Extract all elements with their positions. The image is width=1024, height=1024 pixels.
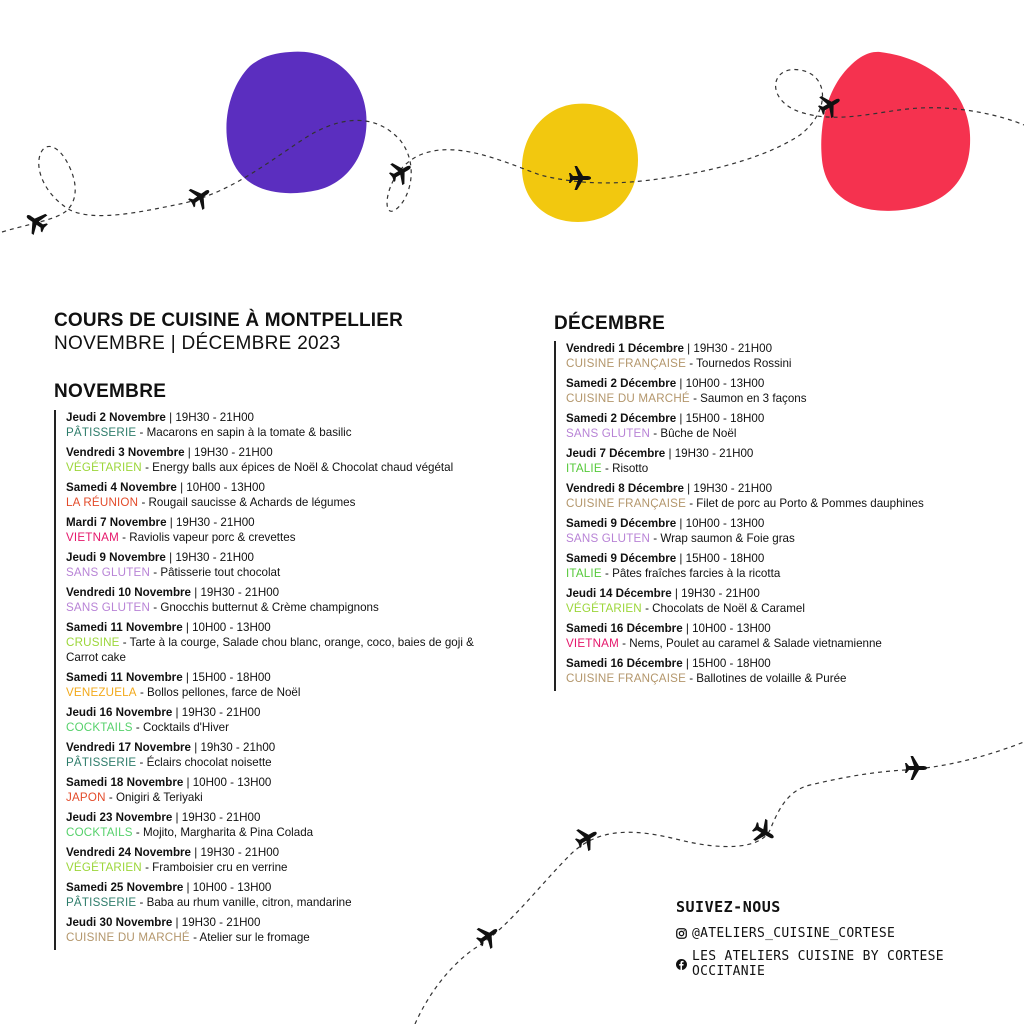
event-description: - Energy balls aux épices de Noël & Chocolat chaud végétal <box>141 461 454 474</box>
event-datetime <box>566 481 966 496</box>
event-details <box>66 460 476 475</box>
facebook-icon <box>676 959 687 970</box>
event-date: Jeudi 9 Novembre <box>66 551 166 564</box>
event-date: Samedi 16 Décembre <box>566 657 683 670</box>
red-blob <box>821 52 970 211</box>
event-time: | 19H30 - 21H00 <box>191 846 280 859</box>
event-date: Jeudi 7 Décembre <box>566 447 666 460</box>
event-details <box>66 635 476 665</box>
event-description: - Framboisier cru en verrine <box>141 861 288 874</box>
event-description: - Risotto <box>601 462 649 475</box>
event-item <box>566 341 966 371</box>
instagram-icon <box>676 928 687 939</box>
event-item <box>66 740 476 770</box>
event-time: | 19H30 - 21H00 <box>172 811 261 824</box>
event-date: Jeudi 14 Décembre <box>566 587 672 600</box>
event-description: - Ballotines de volaille & Purée <box>686 672 847 685</box>
event-item <box>66 550 476 580</box>
event-description: - Atelier sur le fromage <box>189 931 310 944</box>
event-date: Vendredi 10 Novembre <box>66 586 192 599</box>
event-date: Samedi 4 Novembre <box>66 481 177 494</box>
event-category: ITALIE <box>566 462 602 475</box>
event-date: Samedi 11 Novembre <box>66 621 183 634</box>
event-date: Samedi 11 Novembre <box>66 671 183 684</box>
event-time: | 19H30 - 21H00 <box>683 482 773 495</box>
event-details <box>66 685 476 700</box>
event-time: | 10H00 - 13H00 <box>182 621 271 634</box>
event-category: CUISINE FRANÇAISE <box>566 672 686 685</box>
event-item <box>66 445 476 475</box>
event-item <box>566 481 966 511</box>
event-description: - Cocktails d'Hiver <box>132 721 229 734</box>
event-item <box>566 586 966 616</box>
event-item <box>566 656 966 686</box>
airplane-icon <box>20 206 52 238</box>
event-item <box>66 515 476 545</box>
event-time: | 15H00 - 18H00 <box>676 412 765 425</box>
event-description: - Mojito, Margharita & Pina Colada <box>132 826 314 839</box>
event-description: - Bollos pellones, farce de Noël <box>136 686 301 699</box>
event-details <box>566 671 966 686</box>
airplane-icon <box>184 181 216 213</box>
event-details <box>66 825 476 840</box>
event-time: | 19H30 - 21H00 <box>172 916 261 929</box>
event-details <box>566 461 966 476</box>
event-category: VÉGÉTARIEN <box>566 602 642 615</box>
event-details <box>566 636 966 651</box>
event-description: - Pâtisserie tout chocolat <box>150 566 281 579</box>
event-description: - Pâtes fraîches farcies à la ricotta <box>601 567 781 580</box>
event-datetime <box>566 516 966 531</box>
event-item <box>66 915 476 945</box>
event-details <box>566 531 966 546</box>
event-category: PÂTISSERIE <box>66 896 137 909</box>
event-details <box>66 790 476 805</box>
event-item <box>66 775 476 805</box>
november-event-list <box>54 410 476 950</box>
event-time: | 19h30 - 21h00 <box>191 741 276 754</box>
event-description: - Bûche de Noël <box>650 427 737 440</box>
event-category: COCKTAILS <box>66 721 133 734</box>
event-details <box>66 530 476 545</box>
event-date: Samedi 16 Décembre <box>566 622 683 635</box>
page-header <box>54 310 403 356</box>
event-date: Samedi 25 Novembre <box>66 881 184 894</box>
event-category: VÉGÉTARIEN <box>66 861 142 874</box>
event-description: - Rougail saucisse & Achards de légumes <box>138 496 356 509</box>
november-heading: NOVEMBRE <box>54 381 167 402</box>
event-time: | 10H00 - 13H00 <box>676 517 765 530</box>
event-datetime <box>566 341 966 356</box>
event-item <box>66 410 476 440</box>
event-details <box>566 601 966 616</box>
instagram-link[interactable] <box>676 926 1024 941</box>
event-details <box>566 391 966 406</box>
event-category: CRUSINE <box>66 636 120 649</box>
event-datetime <box>566 621 966 636</box>
purple-blob <box>226 52 366 194</box>
event-category: VENEZUELA <box>66 686 137 699</box>
event-category: CUISINE DU MARCHÉ <box>66 931 190 944</box>
event-date: Samedi 2 Décembre <box>566 412 677 425</box>
event-description: - Saumon en 3 façons <box>689 392 807 405</box>
event-time: | 10H00 - 13H00 <box>676 377 765 390</box>
event-date: Jeudi 16 Novembre <box>66 706 173 719</box>
event-time: | 19H30 - 21H00 <box>671 587 760 600</box>
event-datetime <box>566 411 966 426</box>
event-item <box>566 621 966 651</box>
event-item <box>66 620 476 665</box>
follow-us-title: SUIVEZ-NOUS <box>676 898 781 916</box>
event-details <box>66 930 476 945</box>
event-time: | 19H30 - 21H00 <box>165 411 254 424</box>
event-description: - Macarons en sapin à la tomate & basilic <box>136 426 352 439</box>
event-datetime <box>66 620 476 635</box>
event-time: | 10H00 - 13H00 <box>682 622 771 635</box>
event-details <box>66 755 476 770</box>
facebook-page: LES ATELIERS CUISINE BY CORTESE OCCITANIE <box>691 949 944 979</box>
event-datetime <box>66 845 476 860</box>
event-date: Vendredi 8 Décembre <box>566 482 684 495</box>
event-description: - Onigiri & Teriyaki <box>105 791 203 804</box>
event-category: ITALIE <box>566 567 602 580</box>
event-item <box>66 705 476 735</box>
event-datetime <box>66 515 476 530</box>
event-description: - Tarte à la courge, Salade chou blanc, orange, coco, baies de goji & Carrot cake <box>66 636 474 664</box>
event-datetime <box>66 585 476 600</box>
event-description: - Baba au rhum vanille, citron, mandarine <box>136 896 352 909</box>
event-time: | 19H30 - 21H00 <box>166 516 255 529</box>
event-time: | 19H30 - 21H00 <box>172 706 261 719</box>
airplane-icon <box>385 156 416 188</box>
event-datetime <box>66 480 476 495</box>
event-time: | 19H30 - 21H00 <box>665 447 754 460</box>
event-item <box>566 516 966 546</box>
airplane-icon <box>748 816 779 848</box>
event-datetime <box>66 775 476 790</box>
event-item <box>566 551 966 581</box>
event-item <box>66 670 476 700</box>
event-description: - Filet de porc au Porto & Pommes dauphines <box>686 497 924 510</box>
event-item <box>66 880 476 910</box>
event-date: Mardi 7 Novembre <box>66 516 167 529</box>
event-datetime <box>66 915 476 930</box>
event-details <box>66 495 476 510</box>
event-date: Vendredi 17 Novembre <box>66 741 192 754</box>
event-date: Jeudi 2 Novembre <box>66 411 166 424</box>
event-description: - Nems, Poulet au caramel & Salade vietnamienne <box>618 637 882 650</box>
event-category: CUISINE DU MARCHÉ <box>566 392 690 405</box>
event-category: SANS GLUTEN <box>66 566 151 579</box>
event-category: VÉGÉTARIEN <box>66 461 142 474</box>
event-datetime <box>66 445 476 460</box>
december-heading: DÉCEMBRE <box>554 313 666 334</box>
event-item <box>566 411 966 441</box>
event-date: Vendredi 24 Novembre <box>66 846 192 859</box>
event-category: VIETNAM <box>566 637 619 650</box>
yellow-blob <box>522 104 638 222</box>
december-event-list <box>554 341 966 691</box>
event-item <box>66 480 476 510</box>
event-category: LA RÉUNION <box>66 496 139 509</box>
event-datetime <box>66 740 476 755</box>
event-datetime <box>66 670 476 685</box>
event-item <box>566 446 966 476</box>
event-details <box>66 895 476 910</box>
event-details <box>566 566 966 581</box>
event-time: | 15H00 - 18H00 <box>682 657 771 670</box>
event-category: VIETNAM <box>66 531 119 544</box>
event-description: - Gnocchis butternut & Crème champignons <box>150 601 379 614</box>
facebook-link[interactable] <box>676 949 1024 979</box>
event-datetime <box>66 410 476 425</box>
event-description: - Raviolis vapeur porc & crevettes <box>118 531 296 544</box>
event-category: JAPON <box>66 791 106 804</box>
event-details <box>66 600 476 615</box>
event-category: CUISINE FRANÇAISE <box>566 497 686 510</box>
event-time: | 10H00 - 13H00 <box>176 481 265 494</box>
event-category: CUISINE FRANÇAISE <box>566 357 686 370</box>
event-description: - Wrap saumon & Foie gras <box>650 532 795 545</box>
event-time: | 19H30 - 21H00 <box>683 342 773 355</box>
airplane-icon <box>571 822 602 854</box>
event-category: PÂTISSERIE <box>66 756 137 769</box>
event-date: Samedi 18 Novembre <box>66 776 184 789</box>
event-description: - Tournedos Rossini <box>686 357 792 370</box>
event-item <box>66 585 476 615</box>
event-datetime <box>566 376 966 391</box>
event-time: | 10H00 - 13H00 <box>183 881 272 894</box>
event-time: | 15H00 - 18H00 <box>182 671 271 684</box>
event-details <box>566 356 966 371</box>
event-category: COCKTAILS <box>66 826 133 839</box>
event-date: Vendredi 3 Novembre <box>66 446 185 459</box>
event-item <box>66 810 476 840</box>
event-datetime <box>566 551 966 566</box>
event-datetime <box>66 880 476 895</box>
event-details <box>566 496 966 511</box>
event-details <box>66 425 476 440</box>
event-description: - Chocolats de Noël & Caramel <box>641 602 805 615</box>
event-category: SANS GLUTEN <box>566 532 651 545</box>
page-subtitle: NOVEMBRE | DÉCEMBRE 2023 <box>54 333 341 354</box>
event-details <box>66 720 476 735</box>
airplane-icon <box>905 756 927 780</box>
event-time: | 19H30 - 21H00 <box>165 551 254 564</box>
event-date: Jeudi 23 Novembre <box>66 811 173 824</box>
instagram-handle: @ATELIERS_CUISINE_CORTESE <box>692 926 896 941</box>
event-datetime <box>66 810 476 825</box>
event-date: Samedi 2 Décembre <box>566 377 677 390</box>
event-time: | 15H00 - 18H00 <box>676 552 765 565</box>
event-details <box>566 426 966 441</box>
event-time: | 19H30 - 21H00 <box>184 446 273 459</box>
event-time: | 19H30 - 21H00 <box>191 586 280 599</box>
event-item <box>566 376 966 406</box>
event-category: SANS GLUTEN <box>66 601 151 614</box>
event-details <box>66 860 476 875</box>
event-date: Samedi 9 Décembre <box>566 517 677 530</box>
event-datetime <box>66 550 476 565</box>
event-date: Vendredi 1 Décembre <box>566 342 684 355</box>
event-category: SANS GLUTEN <box>566 427 651 440</box>
event-datetime <box>566 446 966 461</box>
event-datetime <box>66 705 476 720</box>
event-datetime <box>566 586 966 601</box>
page-title: COURS DE CUISINE À MONTPELLIER <box>54 310 404 331</box>
event-description: - Éclairs chocolat noisette <box>136 756 272 769</box>
follow-us-section <box>676 898 1024 987</box>
event-date: Samedi 9 Décembre <box>566 552 677 565</box>
event-details <box>66 565 476 580</box>
event-category: PÂTISSERIE <box>66 426 137 439</box>
event-date: Jeudi 30 Novembre <box>66 916 173 929</box>
event-item <box>66 845 476 875</box>
event-time: | 10H00 - 13H00 <box>183 776 272 789</box>
event-datetime <box>566 656 966 671</box>
